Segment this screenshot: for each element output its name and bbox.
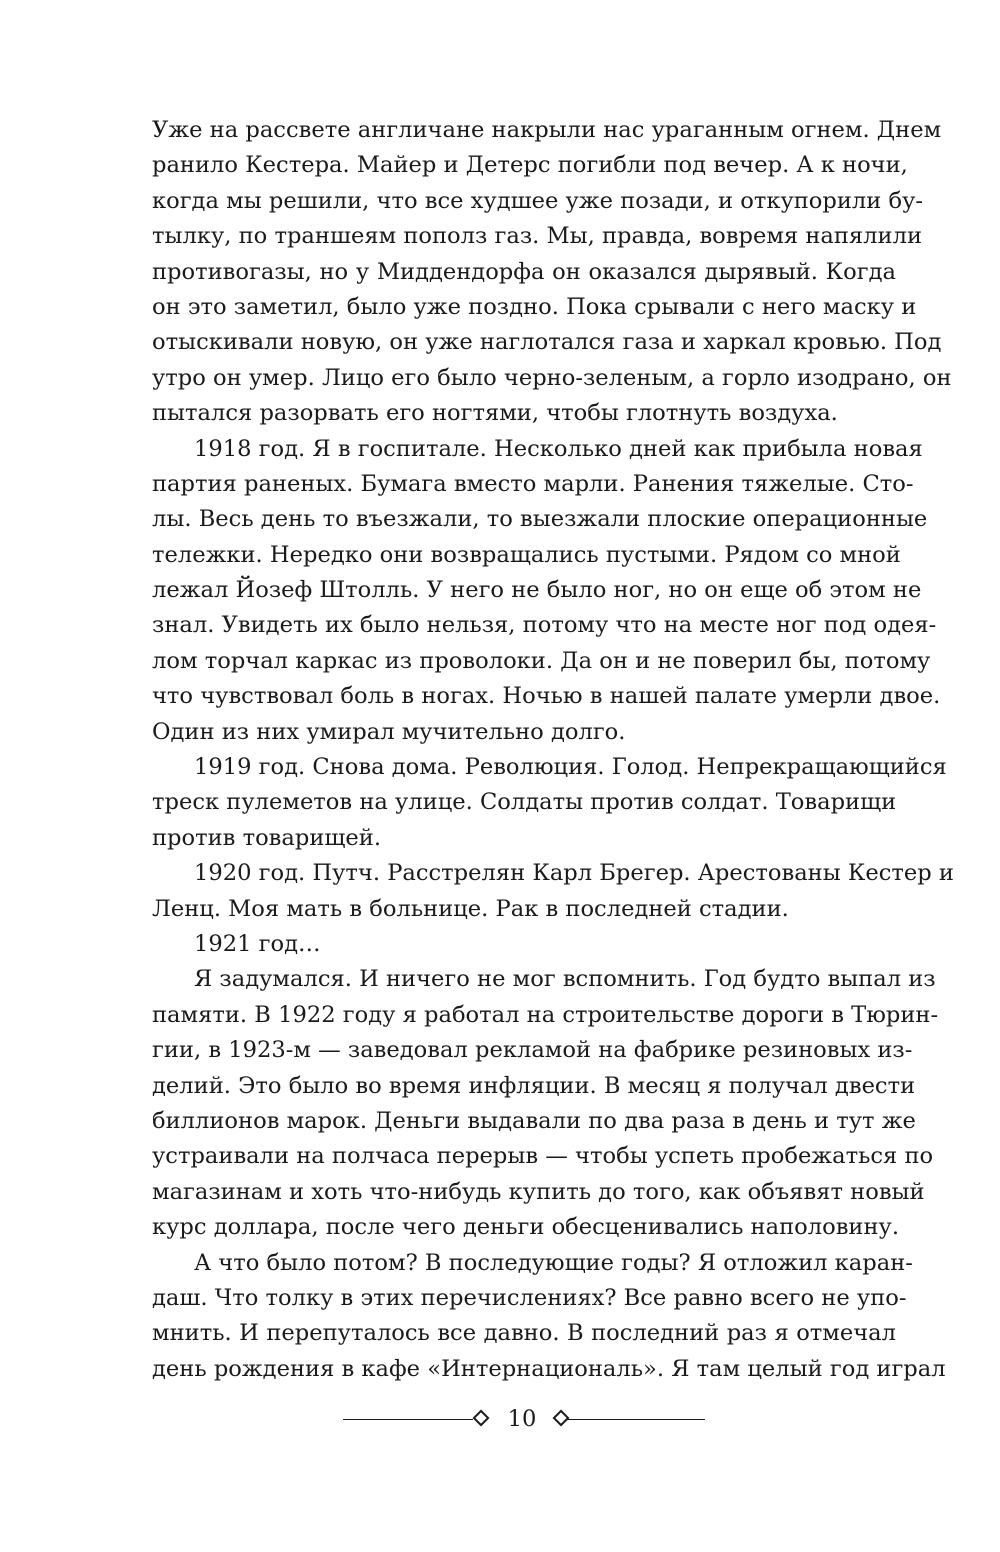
text-line: тележки. Нередко они возвращались пустыми. Рядом со мной [152, 541, 901, 568]
text-line: магазинам и хоть что-нибудь купить до того, как объявят новый [152, 1178, 925, 1205]
text-line: курс доллара, после чего деньги обесценивались наполовину. [152, 1214, 900, 1241]
text-line: 1920 год. Путч. Расстрелян Карл Брегер. Арестованы Кестер и [194, 860, 954, 887]
text-line: 1919 год. Снова дома. Революция. Голод. Непрекращающийся [194, 754, 947, 781]
text-line: Я задумался. И ничего не мог вспомнить. Год будто выпал из [194, 966, 936, 993]
text-line: устраивали на полчаса перерыв — чтобы успеть пробежаться по [152, 1143, 934, 1170]
text-line: 1921 год… [194, 930, 321, 957]
text-line: партия раненых. Бумага вместо марли. Ранения тяжелые. Сто- [152, 470, 914, 497]
text-line: утро он умер. Лицо его было черно-зеленым, а горло изодрано, он [152, 364, 952, 391]
text-line: знал. Увидеть их было нельзя, потому что на месте ног под одея- [152, 612, 937, 639]
text-line: отыскивали новую, он уже наглотался газа и харкал кровью. Под [152, 329, 942, 356]
text-line: что чувствовал боль в ногах. Ночью в нашей палате умерли двое. [152, 683, 941, 710]
body-text [152, 113, 954, 1387]
text-line: биллионов марок. Деньги выдавали по два раза в день и тут же [152, 1107, 916, 1134]
footer-rule-left [343, 1419, 473, 1420]
text-line: делий. Это было во время инфляции. В месяц я получал двести [152, 1072, 916, 1099]
text-line: памяти. В 1922 году я работал на строительстве дороги в Тюрин- [152, 1001, 939, 1028]
page-footer [343, 1404, 705, 1438]
diamond-ornament-left-icon [473, 1410, 490, 1427]
text-line: пытался разорвать его ногтями, чтобы глотнуть воздуха. [152, 400, 838, 427]
text-line: когда мы решили, что все худшее уже позади, и откупорили бу- [152, 187, 924, 214]
text-line: Один из них умирал мучительно долго. [152, 718, 626, 745]
text-line: лы. Весь день то въезжали, то выезжали плоские операционные [152, 506, 928, 533]
text-line: против товарищей. [152, 824, 382, 851]
text-line: Уже на рассвете англичане накрыли нас ураганным огнем. Днем [152, 117, 942, 143]
text-line: гии, в 1923-м — заведовал рекламой на фабрике резиновых из- [152, 1037, 913, 1064]
footer-rule-right [567, 1419, 705, 1420]
diamond-ornament-right-icon [553, 1410, 570, 1427]
text-line: мнить. И перепуталось все давно. В последний раз я отмечал [152, 1320, 896, 1347]
text-line: тылку, по траншеям пополз газ. Мы, правда, вовремя напялили [152, 223, 922, 250]
text-line: 1918 год. Я в госпитале. Несколько дней как прибыла новая [194, 435, 923, 462]
page-number: 10 [507, 1406, 537, 1432]
text-line: противогазы, но у Миддендорфа он оказался дырявый. Когда [152, 258, 896, 285]
text-line: треск пулеметов на улице. Солдаты против солдат. Товарищи [152, 789, 897, 816]
text-line: лом торчал каркас из проволоки. Да он и не поверил бы, потому [152, 647, 931, 674]
text-line: ранило Кестера. Майер и Детерс погибли под вечер. А к ночи, [152, 152, 908, 179]
text-line: он это заметил, было уже поздно. Пока срывали с него маску и [152, 293, 917, 320]
text-line: день рождения в кафе «Интернациональ». Я там целый год играл [152, 1355, 946, 1382]
text-line: лежал Йозеф Штолль. У него не было ног, но он еще об этом не [152, 577, 922, 604]
text-line: Ленц. Моя мать в больнице. Рак в последней стадии. [152, 895, 789, 922]
text-line: даш. Что толку в этих перечислениях? Все равно всего не упо- [152, 1284, 907, 1311]
text-line: А что было потом? В последующие годы? Я отложил каран- [194, 1249, 913, 1276]
